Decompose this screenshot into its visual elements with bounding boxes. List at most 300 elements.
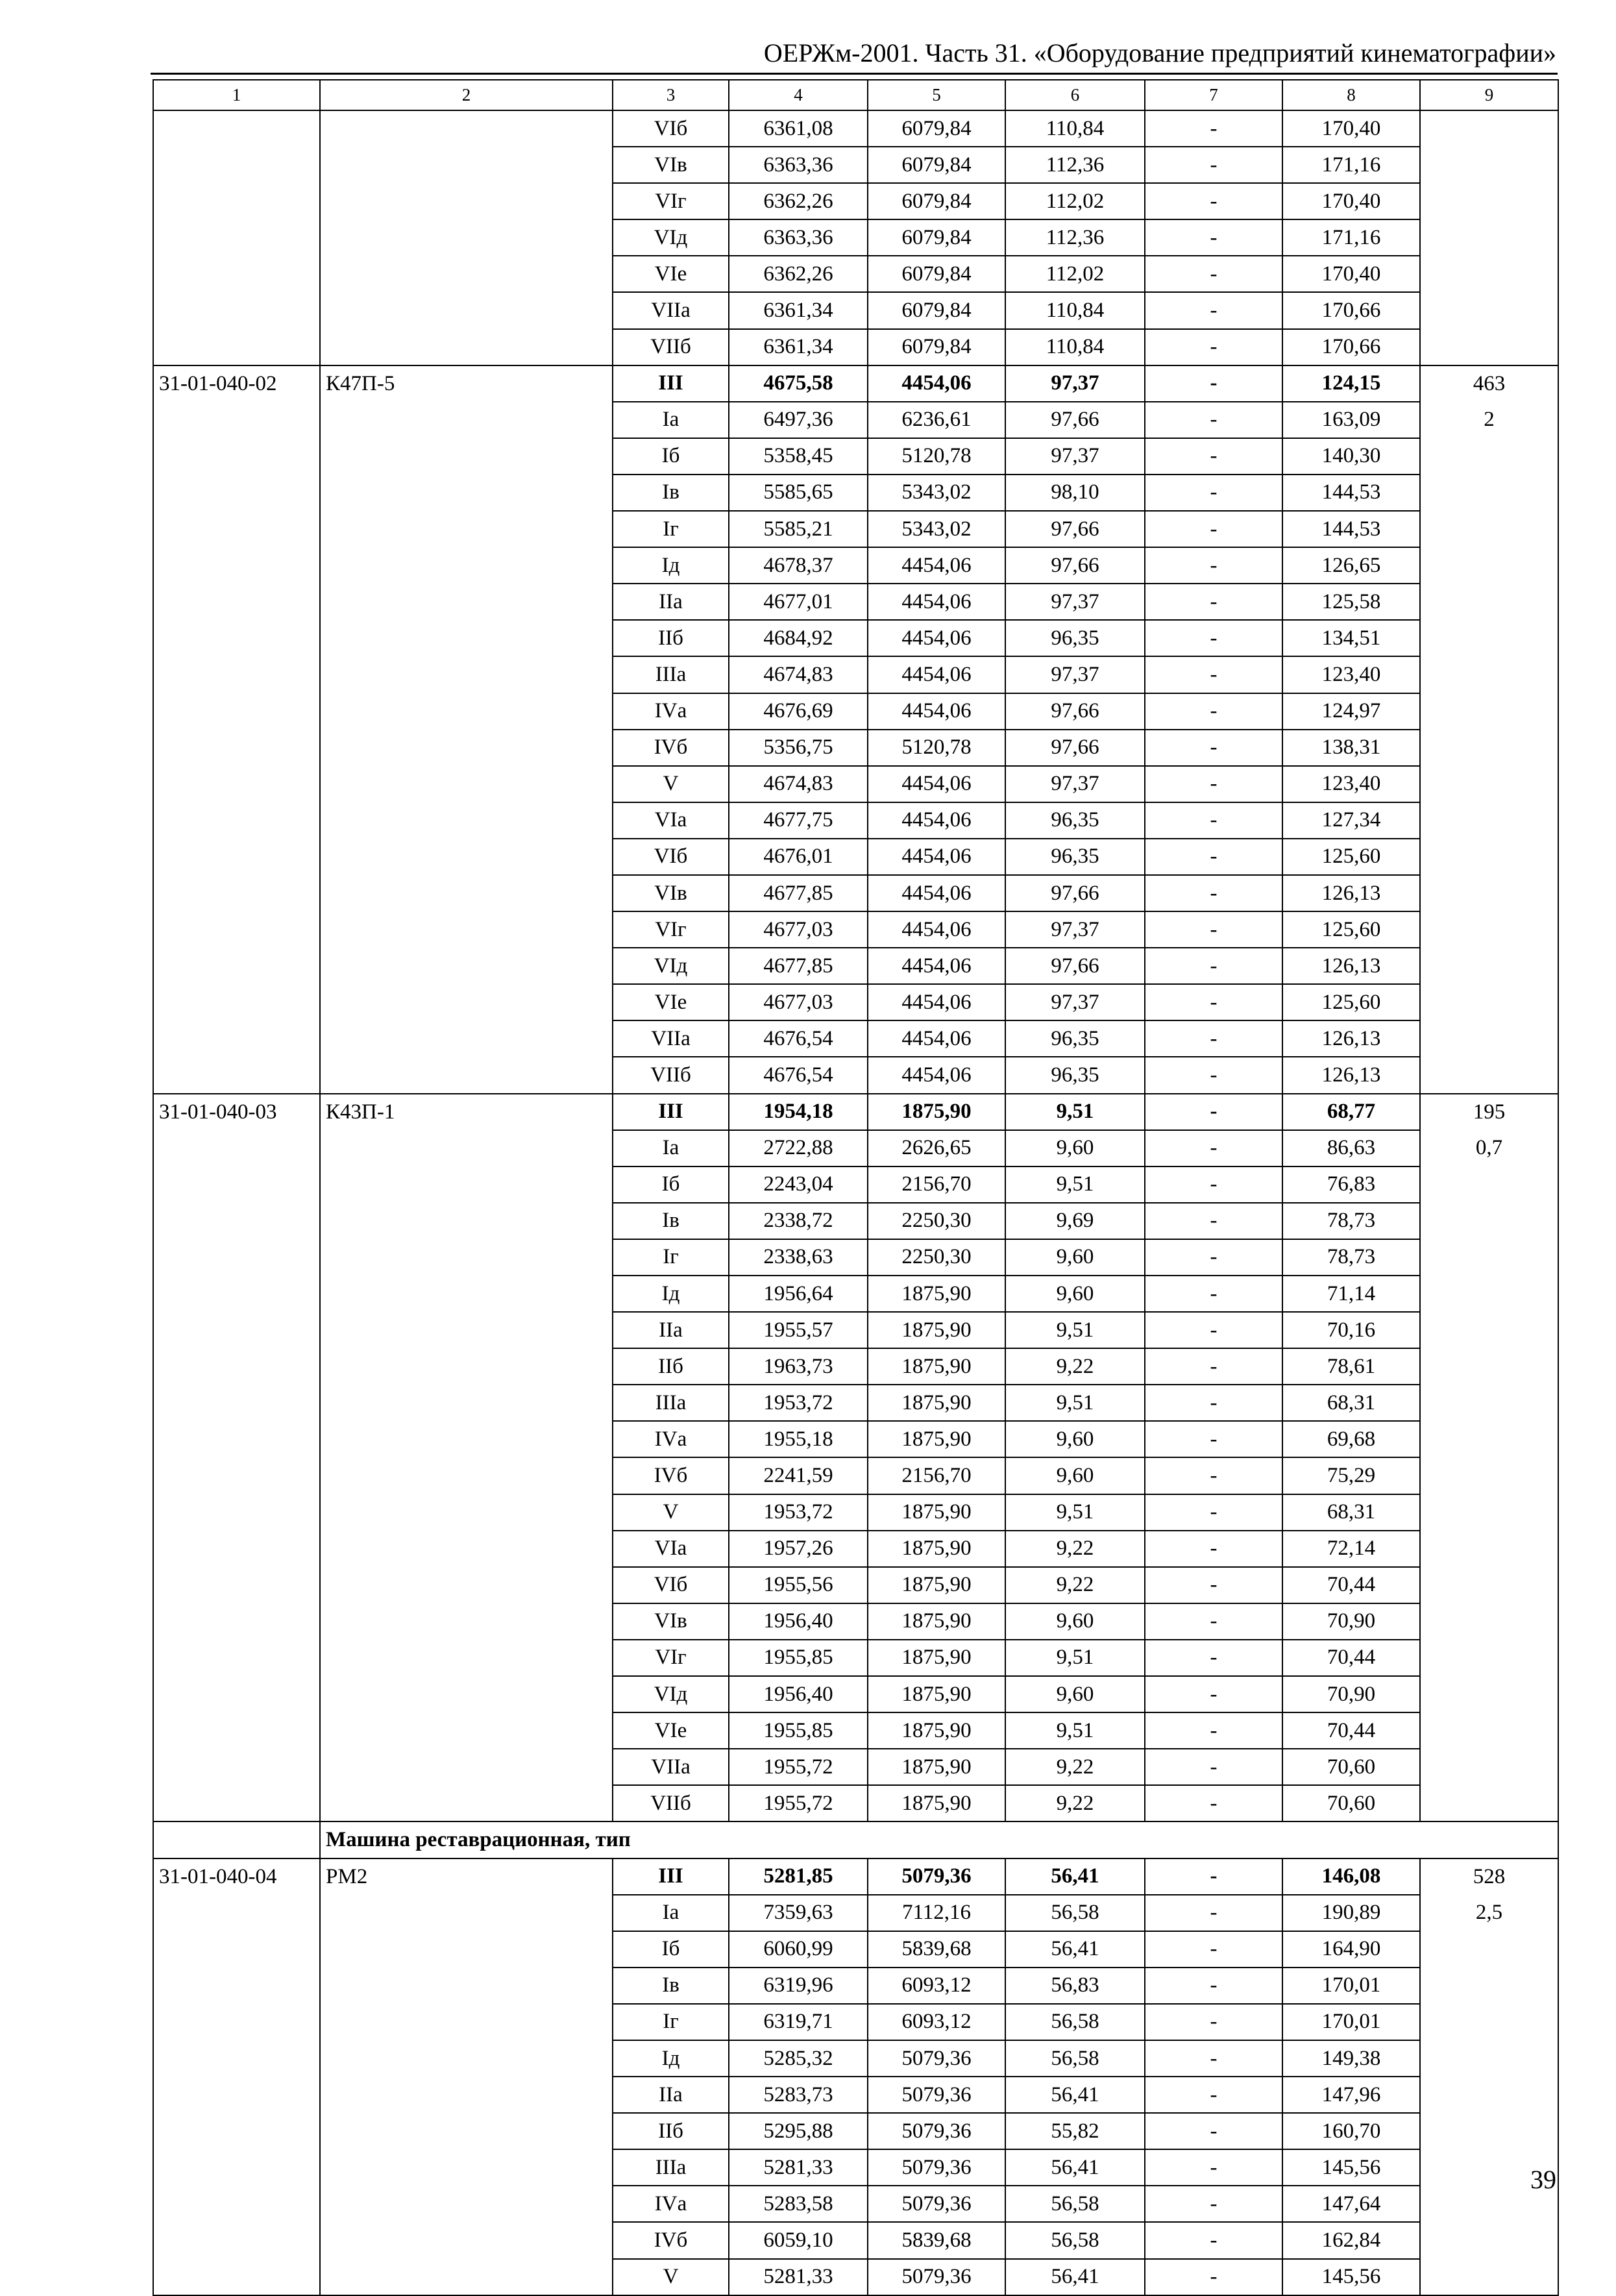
machine-cost-cell: 9,60 [1005, 1421, 1145, 1457]
materials-cost-cell: - [1145, 475, 1282, 511]
zone-cell: Iб [613, 438, 729, 475]
weight-cell [1420, 984, 1558, 1020]
weight-cell [1420, 110, 1558, 147]
weight-cell [1420, 1749, 1558, 1785]
materials-cost-cell: - [1145, 730, 1282, 766]
item-code-cell [153, 1567, 320, 1603]
weight-cell [1420, 511, 1558, 547]
machine-cost-cell: 110,84 [1005, 329, 1145, 365]
total-cost-cell: 2243,04 [729, 1167, 868, 1203]
equipment-cost-cell: 5079,36 [868, 2040, 1005, 2077]
item-name-cell [320, 2222, 613, 2258]
materials-cost-cell: - [1145, 802, 1282, 839]
zone-cell: VIIб [613, 329, 729, 365]
weight-cell [1420, 620, 1558, 656]
labor-cost-cell: 86,63 [1282, 1130, 1420, 1167]
equipment-cost-cell: 4454,06 [868, 365, 1005, 402]
materials-cost-cell: - [1145, 911, 1282, 948]
machine-cost-cell: 97,66 [1005, 402, 1145, 438]
zone-cell: VIг [613, 183, 729, 219]
item-name-cell [320, 511, 613, 547]
labor-cost-cell: 171,16 [1282, 219, 1420, 256]
total-cost-cell: 5358,45 [729, 438, 868, 475]
materials-cost-cell: - [1145, 1348, 1282, 1385]
weight-cell [1420, 1785, 1558, 1821]
table-row [153, 438, 1558, 475]
item-name-cell [320, 2113, 613, 2149]
table-row [153, 256, 1558, 292]
table-row [153, 475, 1558, 511]
zone-cell: IIIа [613, 1385, 729, 1421]
price-table [153, 79, 1559, 2296]
materials-cost-cell: - [1145, 1640, 1282, 1676]
materials-cost-cell: - [1145, 2077, 1282, 2113]
labor-cost-cell: 138,31 [1282, 730, 1420, 766]
materials-cost-cell: - [1145, 2113, 1282, 2149]
item-name-cell [320, 656, 613, 693]
materials-cost-cell: - [1145, 948, 1282, 984]
table-row [153, 183, 1558, 219]
labor-cost-cell: 170,40 [1282, 183, 1420, 219]
table-row [153, 1239, 1558, 1276]
labor-cost-cell: 147,96 [1282, 2077, 1420, 2113]
labor-cost-cell: 171,16 [1282, 147, 1420, 183]
item-code-cell [153, 1239, 320, 1276]
equipment-cost-cell: 4454,06 [868, 766, 1005, 802]
machine-cost-cell: 9,51 [1005, 1494, 1145, 1531]
weight-cell [1420, 2004, 1558, 2040]
materials-cost-cell: - [1145, 1531, 1282, 1567]
item-name-cell [320, 1385, 613, 1421]
labor-cost-cell: 70,60 [1282, 1785, 1420, 1821]
table-row [153, 147, 1558, 183]
machine-cost-cell: 97,37 [1005, 766, 1145, 802]
item-name-cell [320, 1020, 613, 1057]
table-row [153, 911, 1558, 948]
item-name-cell [320, 1531, 613, 1567]
column-number: 2 [320, 80, 613, 110]
table-row [153, 2113, 1558, 2149]
column-number: 3 [613, 80, 729, 110]
total-cost-cell: 1954,18 [729, 1094, 868, 1130]
materials-cost-cell: - [1145, 1130, 1282, 1167]
total-cost-cell: 6361,08 [729, 110, 868, 147]
item-code-cell [153, 766, 320, 802]
table-row [153, 1895, 1558, 1931]
equipment-cost-cell: 1875,90 [868, 1603, 1005, 1640]
zone-cell: VIе [613, 1712, 729, 1749]
total-cost-cell: 4675,58 [729, 365, 868, 402]
item-code-cell [153, 2077, 320, 2113]
table-row [153, 365, 1558, 402]
table-row [153, 1494, 1558, 1531]
equipment-cost-cell: 5079,36 [868, 2113, 1005, 2149]
item-code-cell [153, 219, 320, 256]
table-row [153, 584, 1558, 620]
labor-cost-cell: 70,60 [1282, 1749, 1420, 1785]
item-name-cell [320, 1785, 613, 1821]
materials-cost-cell: - [1145, 183, 1282, 219]
item-code-cell [153, 2004, 320, 2040]
labor-cost-cell: 170,01 [1282, 2004, 1420, 2040]
weight-cell [1420, 2077, 1558, 2113]
labor-cost-cell: 70,90 [1282, 1603, 1420, 1640]
total-cost-cell: 6497,36 [729, 402, 868, 438]
equipment-cost-cell: 6079,84 [868, 329, 1005, 365]
machine-cost-cell: 97,66 [1005, 693, 1145, 730]
zone-cell: VIв [613, 1603, 729, 1640]
zone-cell: Iг [613, 2004, 729, 2040]
materials-cost-cell: - [1145, 329, 1282, 365]
table-row [153, 329, 1558, 365]
weight-cell [1420, 1712, 1558, 1749]
weight-cell [1420, 1421, 1558, 1457]
total-cost-cell: 6363,36 [729, 147, 868, 183]
item-name-cell [320, 584, 613, 620]
table-row [153, 1167, 1558, 1203]
machine-cost-cell: 97,66 [1005, 511, 1145, 547]
equipment-cost-cell: 6079,84 [868, 147, 1005, 183]
labor-cost-cell: 126,13 [1282, 1020, 1420, 1057]
total-cost-cell: 5283,73 [729, 2077, 868, 2113]
equipment-cost-cell: 4454,06 [868, 1057, 1005, 1093]
materials-cost-cell: - [1145, 1494, 1282, 1531]
weight-cell [1420, 1348, 1558, 1385]
equipment-cost-cell: 5079,36 [868, 2259, 1005, 2295]
equipment-cost-cell: 4454,06 [868, 802, 1005, 839]
item-code-cell [153, 911, 320, 948]
equipment-cost-cell: 1875,90 [868, 1676, 1005, 1712]
item-code-cell [153, 438, 320, 475]
equipment-cost-cell: 4454,06 [868, 584, 1005, 620]
item-name-cell [320, 1931, 613, 1968]
item-code-cell [153, 802, 320, 839]
labor-cost-cell: 78,73 [1282, 1239, 1420, 1276]
equipment-cost-cell: 6079,84 [868, 292, 1005, 328]
table-row [153, 2004, 1558, 2040]
total-cost-cell: 4684,92 [729, 620, 868, 656]
column-number: 9 [1420, 80, 1558, 110]
labor-cost-cell: 78,61 [1282, 1348, 1420, 1385]
total-cost-cell: 2241,59 [729, 1457, 868, 1494]
zone-cell: IIб [613, 2113, 729, 2149]
weight-cell: 528 [1420, 1858, 1558, 1895]
item-name-cell [320, 256, 613, 292]
equipment-cost-cell: 2156,70 [868, 1457, 1005, 1494]
equipment-cost-cell: 4454,06 [868, 875, 1005, 911]
item-code-cell [153, 1276, 320, 1312]
total-cost-cell: 4677,03 [729, 911, 868, 948]
item-name-cell: К43П-1 [320, 1094, 613, 1130]
machine-cost-cell: 56,83 [1005, 1968, 1145, 2004]
table-row [153, 1421, 1558, 1457]
weight-cell [1420, 1931, 1558, 1968]
item-name-cell [320, 2040, 613, 2077]
table-row [153, 1348, 1558, 1385]
item-name-cell [320, 1968, 613, 2004]
weight-cell [1420, 292, 1558, 328]
zone-cell: Iд [613, 547, 729, 584]
materials-cost-cell: - [1145, 1385, 1282, 1421]
item-name-cell [320, 1494, 613, 1531]
total-cost-cell: 5356,75 [729, 730, 868, 766]
machine-cost-cell: 9,60 [1005, 1457, 1145, 1494]
machine-cost-cell: 56,58 [1005, 2186, 1145, 2222]
item-code-cell [153, 1348, 320, 1385]
column-number: 4 [729, 80, 868, 110]
weight-cell [1420, 1531, 1558, 1567]
item-code-cell: 31-01-040-04 [153, 1858, 320, 1895]
materials-cost-cell: - [1145, 1603, 1282, 1640]
machine-cost-cell: 97,37 [1005, 365, 1145, 402]
total-cost-cell: 2338,72 [729, 1203, 868, 1239]
weight-cell [1420, 183, 1558, 219]
weight-cell [1420, 1567, 1558, 1603]
zone-cell: VIе [613, 984, 729, 1020]
item-code-cell [153, 475, 320, 511]
item-name-cell [320, 839, 613, 875]
labor-cost-cell: 70,90 [1282, 1676, 1420, 1712]
zone-cell: VIб [613, 839, 729, 875]
materials-cost-cell: - [1145, 1421, 1282, 1457]
total-cost-cell: 1956,40 [729, 1603, 868, 1640]
machine-cost-cell: 97,66 [1005, 547, 1145, 584]
equipment-cost-cell: 6079,84 [868, 183, 1005, 219]
equipment-cost-cell: 2250,30 [868, 1239, 1005, 1276]
machine-cost-cell: 56,41 [1005, 1931, 1145, 1968]
item-name-cell: РМ2 [320, 1858, 613, 1895]
zone-cell: Iд [613, 2040, 729, 2077]
equipment-cost-cell: 1875,90 [868, 1531, 1005, 1567]
total-cost-cell: 6363,36 [729, 219, 868, 256]
weight-cell: 195 [1420, 1094, 1558, 1130]
item-name-cell [320, 1676, 613, 1712]
item-code-cell [153, 1020, 320, 1057]
weight-cell [1420, 1239, 1558, 1276]
item-name-cell [320, 1203, 613, 1239]
zone-cell: VIIб [613, 1785, 729, 1821]
item-code-cell [153, 1457, 320, 1494]
machine-cost-cell: 56,58 [1005, 2004, 1145, 2040]
materials-cost-cell: - [1145, 984, 1282, 1020]
item-name-cell [320, 1640, 613, 1676]
table-row [153, 1130, 1558, 1167]
zone-cell: IIIа [613, 656, 729, 693]
item-name-cell [320, 147, 613, 183]
item-name-cell [320, 911, 613, 948]
zone-cell: Iб [613, 1167, 729, 1203]
total-cost-cell: 7359,63 [729, 1895, 868, 1931]
machine-cost-cell: 96,35 [1005, 839, 1145, 875]
zone-cell: Iв [613, 1203, 729, 1239]
machine-cost-cell: 110,84 [1005, 292, 1145, 328]
total-cost-cell: 4674,83 [729, 656, 868, 693]
labor-cost-cell: 72,14 [1282, 1531, 1420, 1567]
zone-cell: VIд [613, 1676, 729, 1712]
item-code-cell [153, 547, 320, 584]
item-name-cell [320, 1603, 613, 1640]
item-code-cell [153, 2259, 320, 2295]
zone-cell: IVа [613, 2186, 729, 2222]
materials-cost-cell: - [1145, 1312, 1282, 1348]
zone-cell: IVа [613, 1421, 729, 1457]
equipment-cost-cell: 1875,90 [868, 1348, 1005, 1385]
labor-cost-cell: 163,09 [1282, 402, 1420, 438]
machine-cost-cell: 56,41 [1005, 2259, 1145, 2295]
total-cost-cell: 6361,34 [729, 292, 868, 328]
weight-cell [1420, 1312, 1558, 1348]
item-code-cell: 31-01-040-02 [153, 365, 320, 402]
item-name-cell [320, 2077, 613, 2113]
machine-cost-cell: 9,51 [1005, 1167, 1145, 1203]
item-name-cell [320, 766, 613, 802]
materials-cost-cell: - [1145, 1785, 1282, 1821]
table-row [153, 1676, 1558, 1712]
equipment-cost-cell: 6079,84 [868, 110, 1005, 147]
table-row [153, 1968, 1558, 2004]
labor-cost-cell: 126,13 [1282, 1057, 1420, 1093]
item-name-cell [320, 693, 613, 730]
total-cost-cell: 1956,64 [729, 1276, 868, 1312]
labor-cost-cell: 170,66 [1282, 292, 1420, 328]
total-cost-cell: 4677,85 [729, 875, 868, 911]
item-code-cell [153, 1385, 320, 1421]
equipment-cost-cell: 2626,65 [868, 1130, 1005, 1167]
materials-cost-cell: - [1145, 1858, 1282, 1895]
zone-cell: VIг [613, 1640, 729, 1676]
item-name-cell [320, 620, 613, 656]
table-row [153, 802, 1558, 839]
item-name-cell: К47П-5 [320, 365, 613, 402]
item-code-cell [153, 984, 320, 1020]
machine-cost-cell: 9,51 [1005, 1640, 1145, 1676]
weight-cell [1420, 1494, 1558, 1531]
labor-cost-cell: 126,13 [1282, 948, 1420, 984]
item-code-cell [153, 584, 320, 620]
zone-cell: V [613, 766, 729, 802]
total-cost-cell: 5281,85 [729, 1858, 868, 1895]
total-cost-cell: 6362,26 [729, 183, 868, 219]
table-row [153, 1385, 1558, 1421]
materials-cost-cell: - [1145, 1567, 1282, 1603]
materials-cost-cell: - [1145, 766, 1282, 802]
equipment-cost-cell: 1875,90 [868, 1094, 1005, 1130]
labor-cost-cell: 170,40 [1282, 256, 1420, 292]
table-row [153, 875, 1558, 911]
table-row [153, 1312, 1558, 1348]
item-name-cell [320, 402, 613, 438]
table-row [153, 110, 1558, 147]
table-row [153, 1276, 1558, 1312]
table-row [153, 1640, 1558, 1676]
table-row [153, 1749, 1558, 1785]
zone-cell: Iв [613, 1968, 729, 2004]
zone-cell: IVб [613, 1457, 729, 1494]
weight-cell [1420, 1640, 1558, 1676]
item-code-cell [153, 2113, 320, 2149]
labor-cost-cell: 145,56 [1282, 2149, 1420, 2186]
total-cost-cell: 1955,85 [729, 1712, 868, 1749]
equipment-cost-cell: 4454,06 [868, 911, 1005, 948]
item-name-cell [320, 1239, 613, 1276]
machine-cost-cell: 56,58 [1005, 2222, 1145, 2258]
zone-cell: IIIа [613, 2149, 729, 2186]
weight-cell [1420, 1203, 1558, 1239]
zone-cell: V [613, 1494, 729, 1531]
weight-cell [1420, 219, 1558, 256]
item-code-cell [153, 1968, 320, 2004]
materials-cost-cell: - [1145, 110, 1282, 147]
equipment-cost-cell: 1875,90 [868, 1785, 1005, 1821]
item-code-cell [153, 147, 320, 183]
zone-cell: IIа [613, 2077, 729, 2113]
materials-cost-cell: - [1145, 1749, 1282, 1785]
equipment-cost-cell: 5120,78 [868, 730, 1005, 766]
table-row [153, 1858, 1558, 1895]
equipment-cost-cell: 1875,90 [868, 1312, 1005, 1348]
column-number: 5 [868, 80, 1005, 110]
total-cost-cell: 1955,57 [729, 1312, 868, 1348]
item-name-cell [320, 1276, 613, 1312]
item-code-cell [153, 256, 320, 292]
item-code-cell [153, 1749, 320, 1785]
zone-cell: IVб [613, 2222, 729, 2258]
table-row [153, 547, 1558, 584]
equipment-cost-cell: 4454,06 [868, 620, 1005, 656]
labor-cost-cell: 140,30 [1282, 438, 1420, 475]
table-row [153, 2149, 1558, 2186]
materials-cost-cell: - [1145, 402, 1282, 438]
equipment-cost-cell: 1875,90 [868, 1385, 1005, 1421]
labor-cost-cell: 162,84 [1282, 2222, 1420, 2258]
item-code-cell [153, 1895, 320, 1931]
machine-cost-cell: 96,35 [1005, 802, 1145, 839]
total-cost-cell: 1955,18 [729, 1421, 868, 1457]
machine-cost-cell: 56,41 [1005, 2149, 1145, 2186]
labor-cost-cell: 70,44 [1282, 1567, 1420, 1603]
zone-cell: VIб [613, 1567, 729, 1603]
weight-cell [1420, 256, 1558, 292]
item-code-cell [153, 1130, 320, 1167]
weight-cell [1420, 1968, 1558, 2004]
labor-cost-cell: 68,31 [1282, 1385, 1420, 1421]
labor-cost-cell: 127,34 [1282, 802, 1420, 839]
materials-cost-cell: - [1145, 2149, 1282, 2186]
machine-cost-cell: 9,51 [1005, 1712, 1145, 1749]
equipment-cost-cell: 4454,06 [868, 656, 1005, 693]
labor-cost-cell: 123,40 [1282, 656, 1420, 693]
labor-cost-cell: 160,70 [1282, 2113, 1420, 2149]
item-name-cell [320, 1312, 613, 1348]
equipment-cost-cell: 5839,68 [868, 1931, 1005, 1968]
table-row [153, 1020, 1558, 1057]
zone-cell: VIв [613, 147, 729, 183]
page-header: ОЕРЖм-2001. Часть 31. «Оборудование предприятий кинематографии» [763, 38, 1556, 68]
table-row [153, 2077, 1558, 2113]
total-cost-cell: 6319,96 [729, 1968, 868, 2004]
zone-cell: VIг [613, 911, 729, 948]
item-code-cell [153, 2149, 320, 2186]
item-code-cell [153, 1531, 320, 1567]
section-title: Машина реставрационная, тип [320, 1821, 1558, 1858]
equipment-cost-cell: 5120,78 [868, 438, 1005, 475]
materials-cost-cell: - [1145, 1203, 1282, 1239]
machine-cost-cell: 97,37 [1005, 438, 1145, 475]
weight-cell [1420, 2113, 1558, 2149]
materials-cost-cell: - [1145, 1167, 1282, 1203]
weight-cell [1420, 693, 1558, 730]
item-code-cell [153, 693, 320, 730]
